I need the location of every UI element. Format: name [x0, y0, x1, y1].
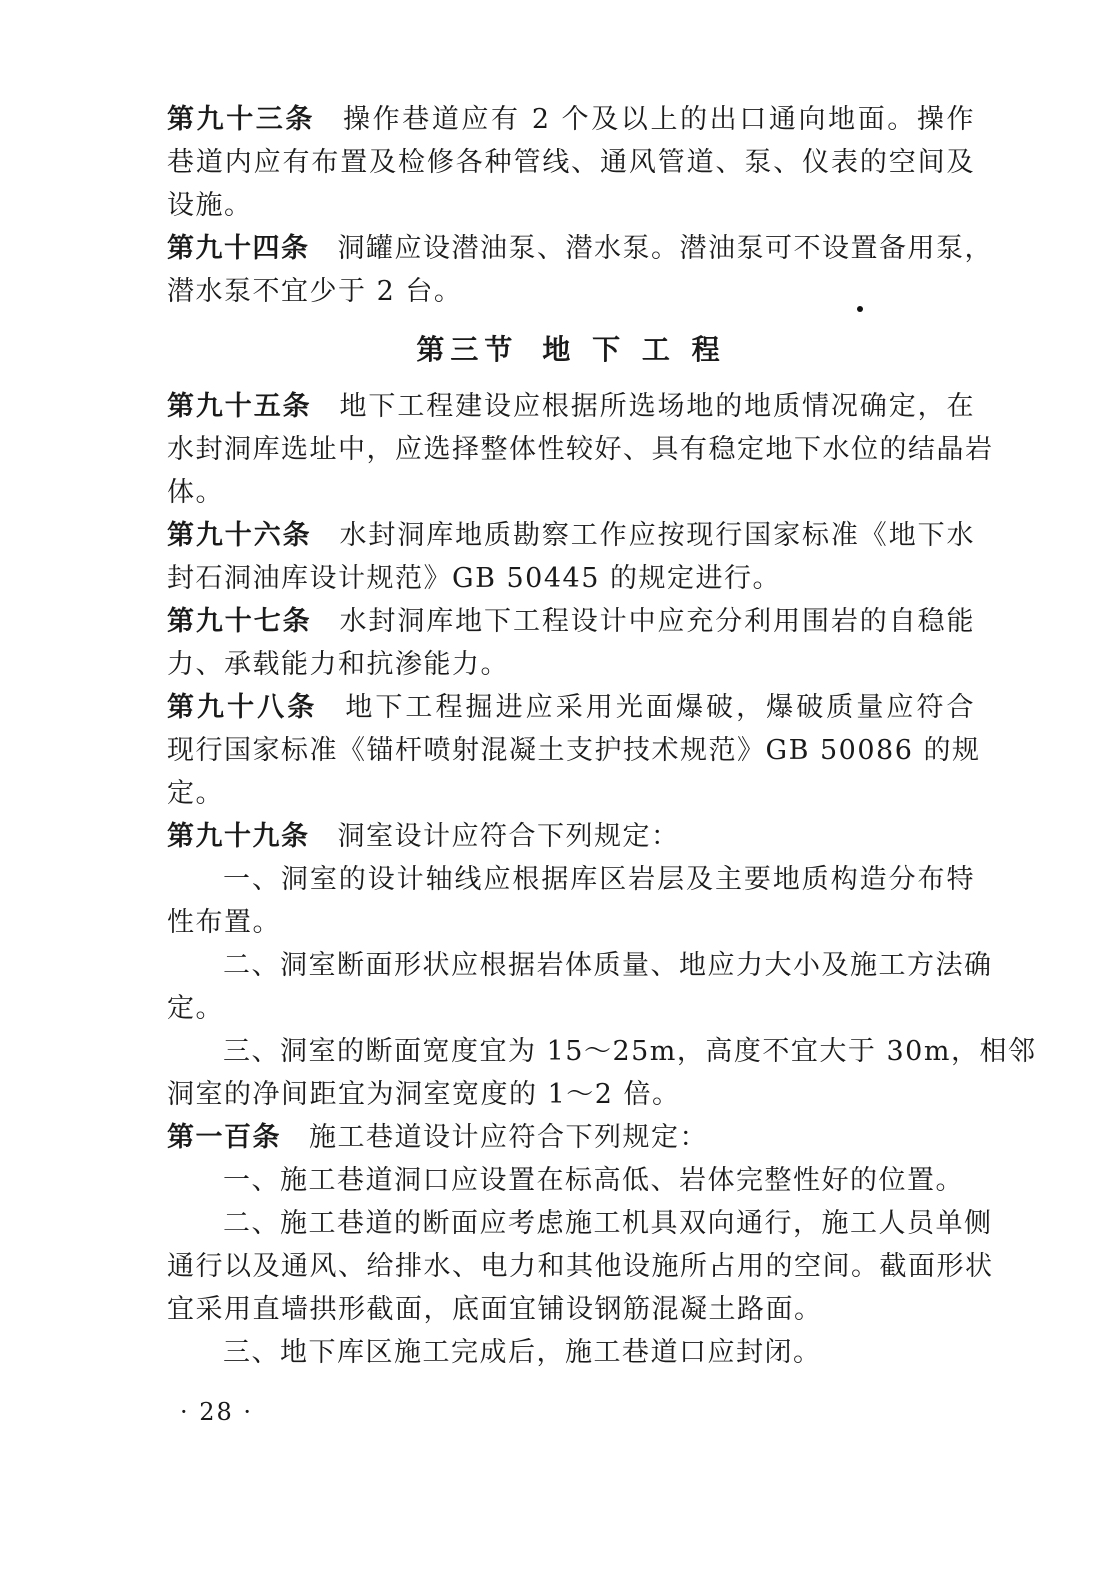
article-99-item-3-line-2: 洞室的净间距宜为洞室宽度的 1～2 倍。 — [167, 1079, 681, 1110]
section-heading — [167, 313, 975, 379]
article-100-item-1-line-1: 一、施工巷道洞口应设置在标高低、岩体完整性好的位置。 — [223, 1165, 964, 1196]
section-title: 地 下 工 程 — [542, 333, 726, 366]
article-99-line-1: 第九十九条 洞室设计应符合下列规定： — [167, 821, 680, 852]
article-95-label: 第九十五条 — [167, 391, 312, 422]
article-93-line-1: 第九十三条 操作巷道应有 2 个及以上的出口通向地面。操作 — [167, 104, 976, 135]
article-99-item-1-line-2: 性布置。 — [167, 907, 281, 938]
article-100-item-2-line-2: 通行以及通风、给排水、电力和其他设施所占用的空间。截面形状 — [167, 1251, 994, 1282]
article-93-line-2: 巷道内应有布置及检修各种管线、通风管道、泵、仪表的空间及 — [167, 147, 975, 178]
article-99-item-1-line-1: 一、洞室的设计轴线应根据库区岩层及主要地质构造分布特 — [223, 864, 975, 895]
article-94-line-2: 潜水泵不宜少于 2 台。 — [167, 276, 463, 307]
section-number: 第三节 — [416, 333, 519, 366]
article-97-line-1: 第九十七条 水封洞库地下工程设计中应充分利用围岩的自稳能 — [167, 606, 976, 637]
article-98-line-3: 定。 — [167, 778, 224, 809]
scan-speck — [857, 306, 863, 312]
article-94-line-1: 第九十四条 洞罐应设潜油泵、潜水泵。潜油泵可不设置备用泵， — [167, 233, 993, 264]
article-99-label: 第九十九条 — [167, 821, 310, 852]
page-number: · 28 · — [180, 1398, 254, 1426]
article-100-item-2-line-3: 宜采用直墙拱形截面，底面宜铺设钢筋混凝土路面。 — [167, 1294, 823, 1325]
article-99-item-3-line-1: 三、洞室的断面宽度宜为 15～25m，高度不宜大于 30m，相邻 — [223, 1036, 1037, 1067]
article-100-item-3-line-1: 三、地下库区施工完成后，施工巷道口应封闭。 — [223, 1337, 822, 1368]
article-100-item-2-line-1: 二、施工巷道的断面应考虑施工机具双向通行，施工人员单侧 — [223, 1208, 993, 1239]
article-96-label: 第九十六条 — [167, 520, 312, 551]
article-99-item-2-line-1: 二、洞室断面形状应根据岩体质量、地应力大小及施工方法确 — [223, 950, 993, 981]
article-93-label: 第九十三条 — [167, 104, 316, 135]
article-95-line-3: 体。 — [167, 477, 224, 508]
article-98-label: 第九十八条 — [167, 692, 318, 723]
article-95-line-1: 第九十五条 地下工程建设应根据所选场地的地质情况确定，在 — [167, 391, 976, 422]
article-94-label: 第九十四条 — [167, 233, 310, 264]
article-97-line-2: 力、承载能力和抗渗能力。 — [167, 649, 509, 680]
page-body — [167, 98, 1037, 1374]
article-99-item-2-line-2: 定。 — [167, 993, 224, 1024]
article-100-label: 第一百条 — [167, 1122, 281, 1153]
article-98-line-1: 第九十八条 地下工程掘进应采用光面爆破，爆破质量应符合 — [167, 692, 976, 723]
article-98-line-2: 现行国家标准《锚杆喷射混凝土支护技术规范》GB 50086 的规 — [167, 735, 981, 766]
article-97-label: 第九十七条 — [167, 606, 312, 637]
article-93-line-3: 设施。 — [167, 190, 253, 221]
article-96-line-1: 第九十六条 水封洞库地质勘察工作应按现行国家标准《地下水 — [167, 520, 976, 551]
article-100-line-1: 第一百条 施工巷道设计应符合下列规定： — [167, 1122, 708, 1153]
article-95-line-2: 水封洞库选址中，应选择整体性较好、具有稳定地下水位的结晶岩 — [167, 434, 994, 465]
article-96-line-2: 封石洞油库设计规范》GB 50445 的规定进行。 — [167, 563, 781, 594]
